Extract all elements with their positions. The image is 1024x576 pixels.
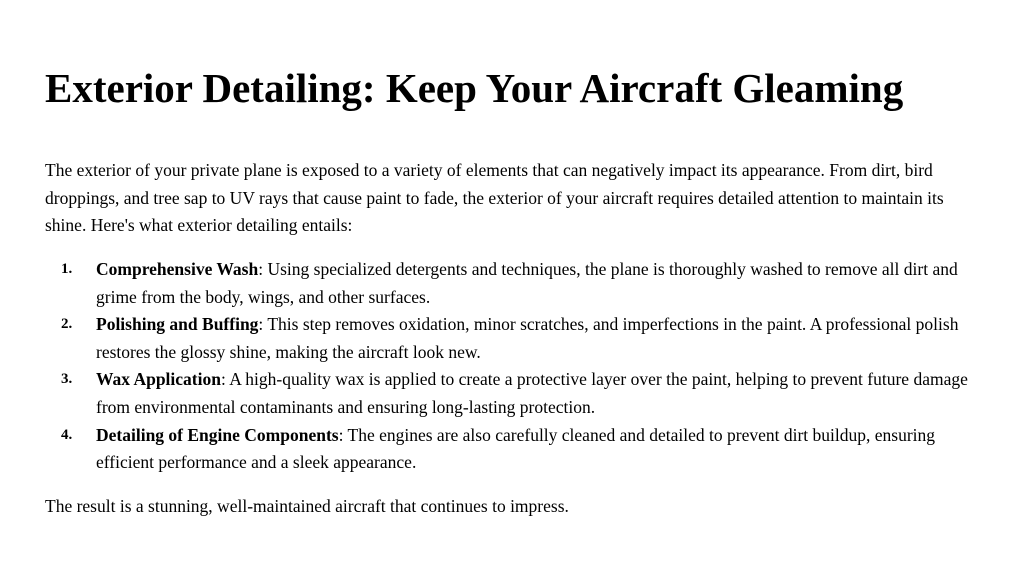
list-item-text: : Using specialized detergents and techniques, the plane is thoroughly washed to remove all dirt and grime from the body, wings, and other surfaces. [96, 259, 958, 307]
list-item-number: 4. [61, 426, 73, 443]
list-item-number: 2. [61, 316, 73, 333]
intro-paragraph: The exterior of your private plane is exposed to a variety of elements that can negatively impact its appearance. From dirt, bird droppings, and tree sap to UV rays that cause paint to fade, the exterior of your aircraft requires detailed attention to maintain its shine. Here's what exterior detailing entails: [45, 160, 944, 236]
list-item-term: Comprehensive Wash [96, 259, 259, 279]
list-item [45, 366, 995, 421]
list-item-text: : The engines are also carefully cleaned and detailed to prevent dirt buildup, ensuring efficient performance and a sleek appearance. [96, 424, 936, 473]
conclusion-paragraph: The result is a stunning, well-maintained aircraft that continues to impress. [45, 496, 569, 516]
page-title: Exterior Detailing: Keep Your Aircraft Gleaming [45, 65, 904, 111]
list-item [45, 256, 995, 311]
list-item-term: Polishing and Buffing [96, 314, 259, 335]
list-item [45, 422, 995, 477]
list-item-text: : This step removes oxidation, minor scratches, and imperfections in the paint. A professional polish restores the glossy shine, making the aircraft look new. [96, 314, 959, 362]
list-item-number: 1. [61, 261, 73, 277]
list-item-term: Wax Application [96, 369, 221, 390]
detailing-steps-list [45, 256, 995, 477]
list-item [45, 311, 995, 366]
list-item-number: 3. [61, 371, 73, 388]
list-item-text: : A high-quality wax is applied to create a protective layer over the paint, helping to prevent future damage from environmental contaminants and ensuring long-lasting protection. [96, 369, 968, 417]
list-item-term: Detailing of Engine Components [96, 424, 339, 445]
